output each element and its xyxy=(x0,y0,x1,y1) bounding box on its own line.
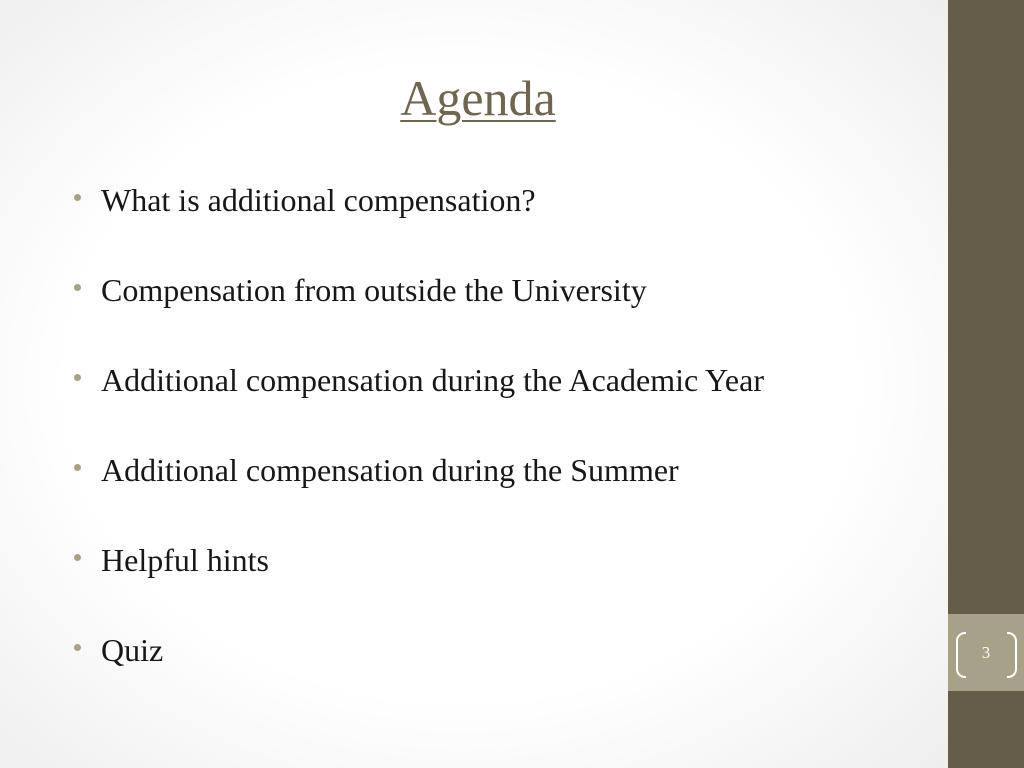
bullet-text: What is additional compensation? xyxy=(101,182,536,218)
bullet-list xyxy=(74,182,874,722)
bullet-text: Additional compensation during the Academic Year xyxy=(101,362,764,398)
right-bracket-icon xyxy=(1007,632,1017,678)
bullet-text: Additional compensation during the Summer xyxy=(101,452,679,488)
bullet-item xyxy=(74,272,874,308)
slide-number: 3 xyxy=(981,643,991,662)
bullet-icon xyxy=(74,464,81,471)
bullet-icon xyxy=(74,194,81,201)
bullet-item xyxy=(74,182,874,218)
bullet-item xyxy=(74,362,874,398)
bullet-icon xyxy=(74,554,81,561)
bullet-text: Quiz xyxy=(101,632,164,668)
bullet-icon xyxy=(74,374,81,381)
bullet-text: Helpful hints xyxy=(101,542,269,578)
slide-title: Agenda xyxy=(400,70,556,126)
bullet-text: Compensation from outside the University xyxy=(101,272,647,308)
slide-number-box xyxy=(948,614,1024,691)
bullet-item xyxy=(74,542,874,578)
bullet-item xyxy=(74,452,874,488)
bullet-icon xyxy=(74,644,81,651)
bullet-item xyxy=(74,632,874,668)
bullet-icon xyxy=(74,284,81,291)
